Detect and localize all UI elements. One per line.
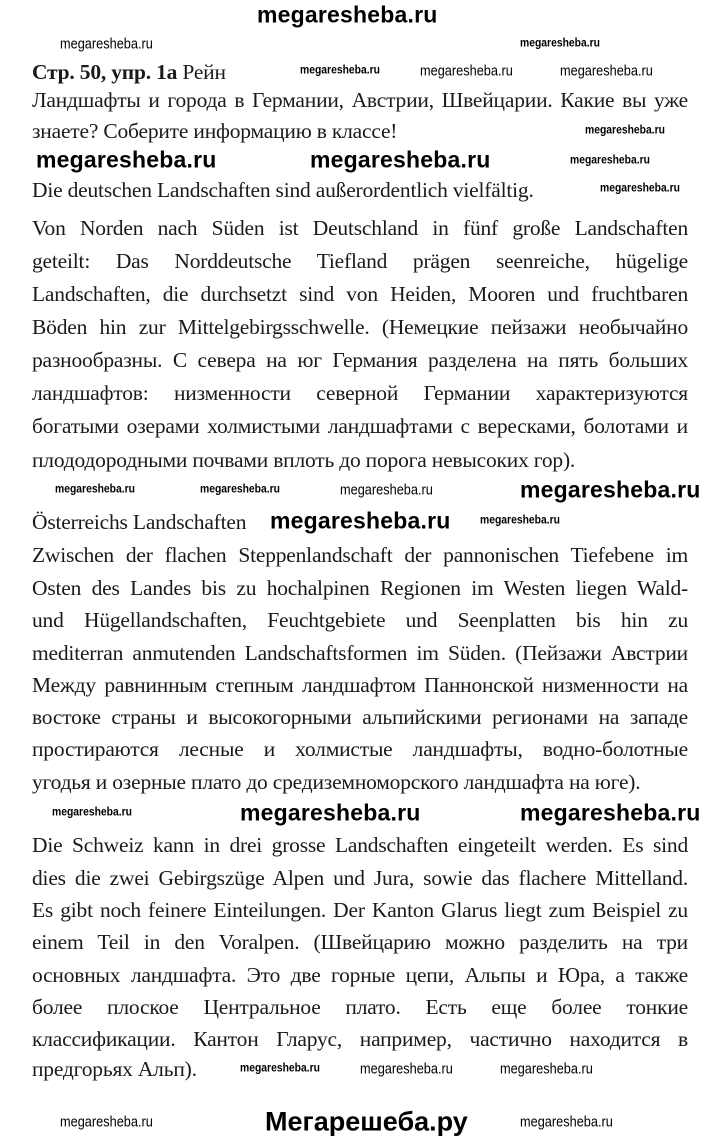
switzerland-line: основных ландшафта. Это две горные цепи, Альпы и Юра, а также: [32, 963, 688, 987]
watermark: megaresheba.ru: [600, 182, 680, 195]
watermark: megaresheba.ru: [570, 154, 650, 167]
germany-line: богатыми озерами холмистыми ландшафтами с вересками, болотами и: [32, 414, 688, 438]
watermark: megaresheba.ru: [300, 64, 380, 77]
watermark: megaresheba.ru: [240, 1062, 320, 1075]
switzerland-line: dies die zwei Gebirgszüge Alpen und Jura, sowie das flachere Mittelland.: [32, 866, 688, 890]
germany-line: Die deutschen Landschaften sind außerordentlich vielfältig.: [32, 178, 534, 202]
austria-line: Между равнинным степным ландшафтом Паннонской низменности на: [32, 673, 688, 697]
germany-line: Böden hin zur Mittelgebirgsschwelle. (Немецкие пейзажи необычайно: [32, 315, 688, 339]
austria-line: Zwischen der flachen Steppenlandschaft der pannonischen Tiefebene im: [32, 543, 688, 567]
watermark: megaresheba.ru: [560, 62, 653, 80]
watermark-footer: Мегарешеба.ру: [265, 1106, 468, 1137]
task-line: Ландшафты и города в Германии, Австрии, Швейцарии. Какие вы уже: [32, 88, 688, 112]
watermark: megaresheba.ru: [36, 146, 217, 173]
switzerland-line: классификации. Кантон Гларус, например, частично находится в: [32, 1027, 688, 1051]
watermark: megaresheba.ru: [55, 483, 135, 496]
austria-line: mediterran anmutenden Landschaftsformen im Süden. (Пейзажи Австрии: [32, 641, 688, 665]
germany-line: Landschaften, die durchsetzt sind von Heiden, Mooren und fruchtbaren: [32, 282, 688, 306]
watermark: megaresheba.ru: [480, 514, 560, 527]
germany-line: geteilt: Das Norddeutsche Tiefland prägen seenreiche, hügelige: [32, 249, 688, 273]
germany-line: плододородными почвами вплоть до порога невысоких гор).: [32, 448, 576, 472]
watermark: megaresheba.ru: [520, 1113, 613, 1131]
watermark: megaresheba.ru: [500, 1060, 593, 1078]
switzerland-line: Die Schweiz kann in drei grosse Landschaften eingeteilt werden. Es sind: [32, 833, 688, 857]
watermark: megaresheba.ru: [240, 799, 421, 826]
task-line: знаете? Соберите информацию в классе!: [32, 119, 398, 143]
austria-line: востоке страны и высокогорными альпийскими регионами на западе: [32, 705, 688, 729]
watermark: megaresheba.ru: [520, 37, 600, 50]
germany-line: Von Norden nach Süden ist Deutschland in fünf große Landschaften: [32, 216, 688, 240]
germany-line: ландшафтов: низменности северной Германии характеризуются: [32, 381, 688, 405]
austria-line: угодья и озерные плато до средиземноморского ландшафта на юге).: [32, 770, 641, 794]
austria-line: Osten des Landes bis zu hochalpinen Regionen im Westen liegen Wald-: [32, 576, 688, 600]
germany-line: разнообразны. С севера на юг Германия разделена на пять больших: [32, 348, 688, 372]
switzerland-line: einem Teil in den Voralpen. (Швейцарию можно разделить на три: [32, 930, 688, 954]
watermark: megaresheba.ru: [310, 146, 491, 173]
exercise-header: [32, 58, 226, 86]
switzerland-line: Es gibt noch feinere Einteilungen. Der Kanton Glarus liegt zum Beispiel zu: [32, 898, 688, 922]
watermark: megaresheba.ru: [340, 481, 433, 499]
watermark: megaresheba.ru: [60, 35, 153, 53]
exercise-reference: Стр. 50, упр. 1а: [32, 60, 178, 84]
watermark: megaresheba.ru: [200, 483, 280, 496]
watermark: megaresheba.ru: [270, 507, 451, 534]
switzerland-line: предгорьях Альп).: [32, 1057, 197, 1081]
watermark: megaresheba.ru: [520, 799, 701, 826]
switzerland-line: более плоское Центральное плато. Есть еще более тонкие: [32, 995, 688, 1019]
watermark: megaresheba.ru: [585, 124, 665, 137]
watermark-top: megaresheba.ru: [257, 1, 438, 28]
watermark: megaresheba.ru: [420, 62, 513, 80]
watermark: megaresheba.ru: [52, 806, 132, 819]
watermark: megaresheba.ru: [360, 1060, 453, 1078]
austria-line: und Hügellandschaften, Feuchtgebiete und Seenplatten bis hin zu: [32, 608, 688, 632]
watermark: megaresheba.ru: [520, 476, 701, 503]
austria-line: простираются лесные и холмистые ландшафты, водно-болотные: [32, 737, 688, 761]
exercise-topic: Рейн: [182, 60, 226, 84]
watermark: megaresheba.ru: [60, 1113, 153, 1131]
austria-heading: Österreichs Landschaften: [32, 510, 247, 534]
